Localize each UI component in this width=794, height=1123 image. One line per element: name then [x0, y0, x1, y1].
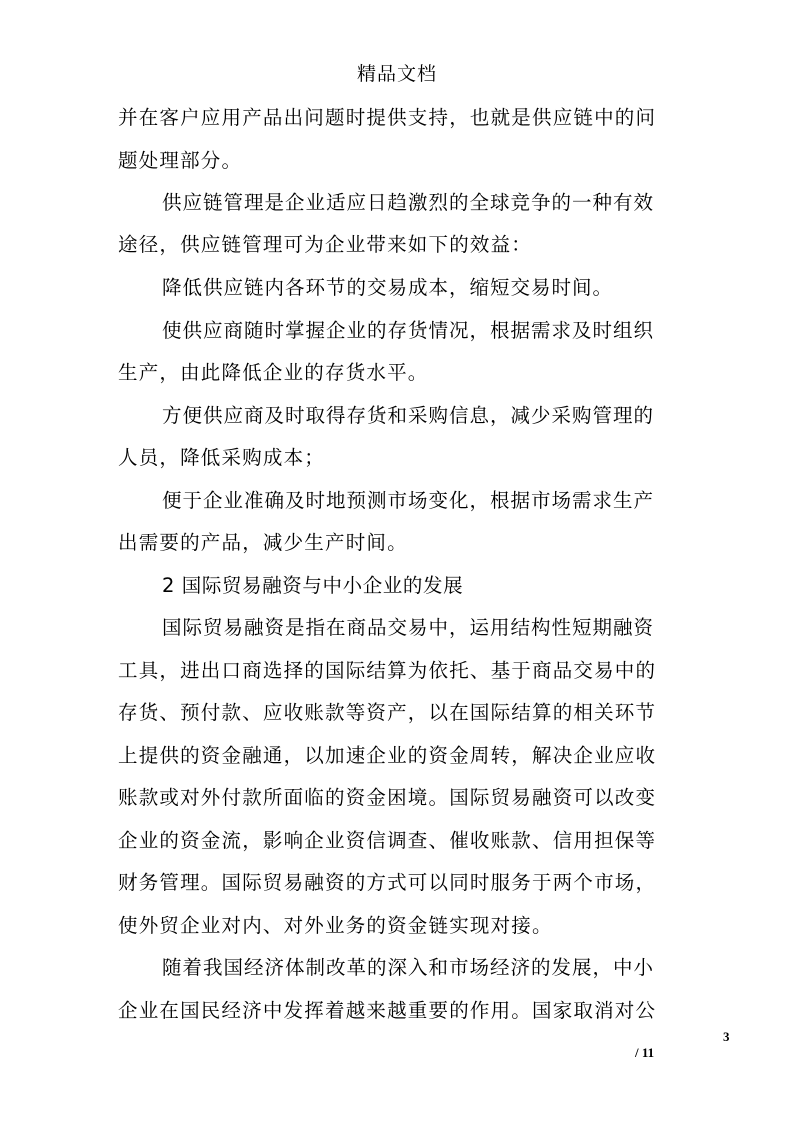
text-line: 途径，供应链管理可为企业带来如下的效益：	[118, 233, 533, 256]
text-line: 存货、预付款、应收账款等资产，以在国际结算的相关环节	[118, 701, 657, 724]
text-line: 便于企业准确及时地预测市场变化，根据市场需求生产	[162, 489, 655, 512]
text-line: 出需要的产品，减少生产时间。	[118, 531, 408, 554]
text-line: 随着我国经济体制改革的深入和市场经济的发展，中小	[162, 956, 655, 979]
page-number: 3	[723, 1029, 730, 1044]
page-header-title: 精品文档	[356, 63, 437, 85]
text-line: 人员，降低采购成本；	[118, 446, 326, 469]
page-total: / 11	[635, 1045, 655, 1060]
section-heading: 2 国际贸易融资与中小企业的发展	[162, 574, 464, 597]
text-line: 题处理部分。	[118, 149, 243, 172]
text-line: 降低供应链内各环节的交易成本，缩短交易时间。	[162, 276, 614, 299]
text-line: 上提供的资金融通，以加速企业的资金周转，解决企业应收	[118, 744, 657, 767]
text-line: 使供应商随时掌握企业的存货情况，根据需求及时组织	[162, 319, 655, 342]
text-line: 工具，进出口商选择的国际结算为依托、基于商品交易中的	[118, 659, 657, 682]
text-line: 国际贸易融资是指在商品交易中，运用结构性短期融资	[162, 616, 655, 639]
text-line: 财务管理。国际贸易融资的方式可以同时服务于两个市场，	[118, 871, 657, 894]
text-line: 方便供应商及时取得存货和采购信息，减少采购管理的	[162, 404, 655, 427]
text-line: 企业在国民经济中发挥着越来越重要的作用。国家取消对公	[118, 999, 657, 1022]
text-line: 使外贸企业对内、对外业务的资金链实现对接。	[118, 914, 553, 937]
text-line: 供应链管理是企业适应日趋激烈的全球竞争的一种有效	[162, 191, 655, 214]
text-line: 账款或对外付款所面临的资金困境。国际贸易融资可以改变	[118, 786, 657, 809]
text-line: 企业的资金流，影响企业资信调查、催收账款、信用担保等	[118, 829, 657, 852]
text-line: 生产，由此降低企业的存货水平。	[118, 361, 429, 384]
text-line: 并在客户应用产品出问题时提供支持，也就是供应链中的问	[118, 106, 657, 129]
